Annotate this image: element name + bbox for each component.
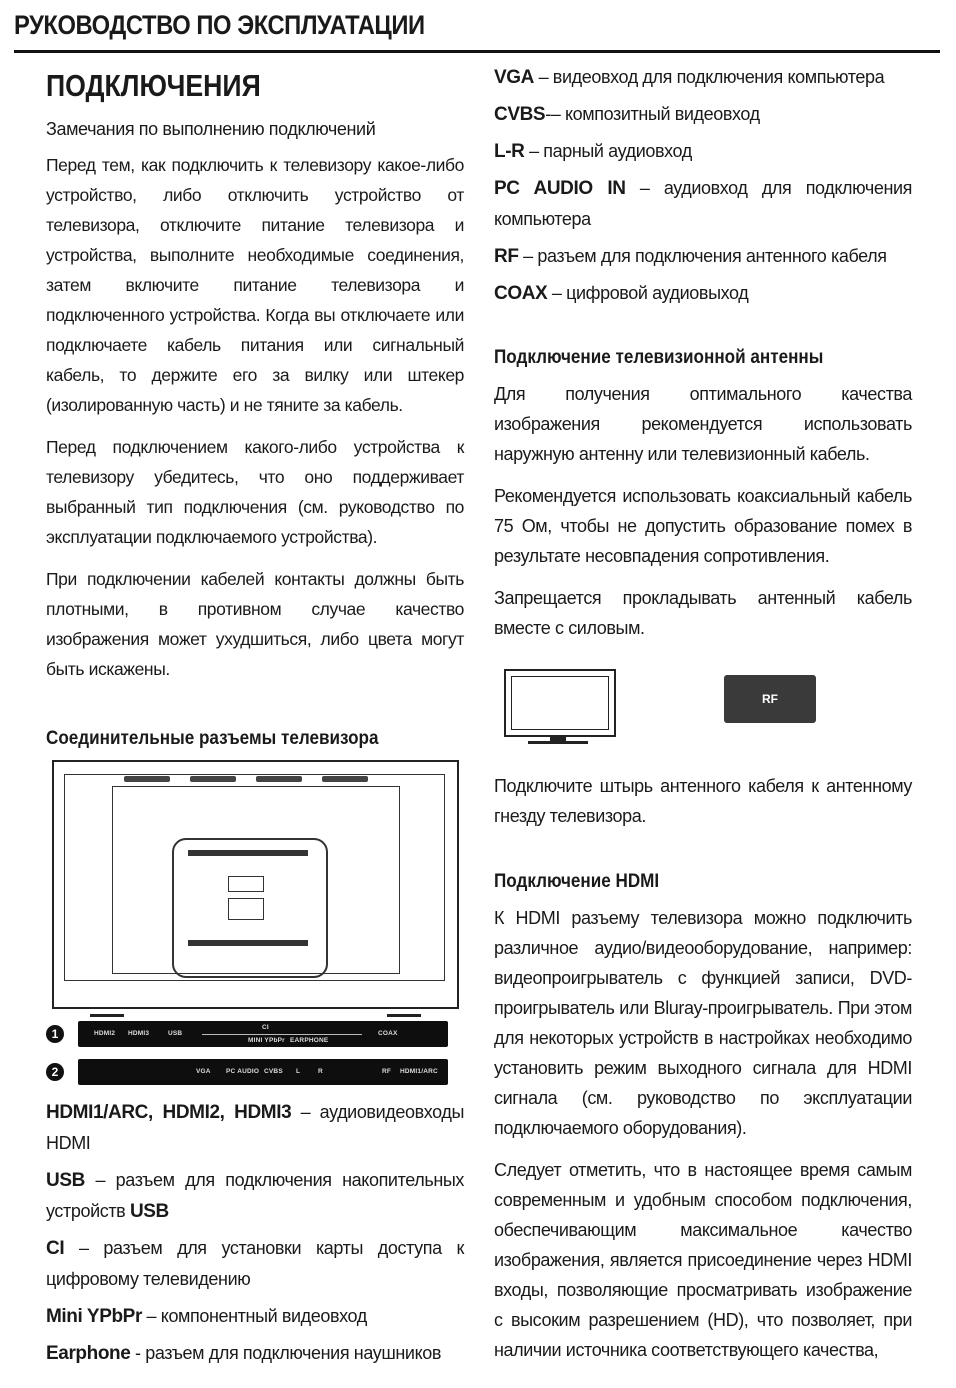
hdmi-paragraph-2: Следует отметить, что в настоящее время самым современным и удобным способом подключения, обеспечивающим максимальное качество изображения, является присоединение через HDMI входы, позволяющие просматривать изображение с высоким разрешением (HD), что позволяет, при наличии источника соответствующего качества, [494,1160,912,1360]
intro-heading: Замечания по выполнению подключений [46,119,376,139]
tv-stand-right [387,1004,421,1017]
page-header-title: РУКОВОДСТВО ПО ЭКСПЛУАТАЦИИ [14,10,425,40]
port-label: L [296,1068,301,1075]
port-bar [78,1059,448,1085]
antenna-paragraph-3: Запрещается прокладывать антенный кабель вместе с силовым. [494,588,912,638]
panel-block [228,898,264,920]
definition-rf [494,241,912,272]
definition-cvbs [494,99,912,130]
antenna-heading: Подключение телевизионной антенны [494,347,824,368]
definition-earphone [46,1338,464,1369]
definition-desc: – парный аудиовход [524,141,692,161]
panel-hatch [188,940,308,946]
port-label: RF [382,1068,392,1075]
tv-screen [511,676,609,730]
tv-stand-left [90,1004,124,1017]
definition-hdmi [46,1097,464,1159]
definition-desc: – аудиовход для подключения компьютера [494,178,912,229]
definition-term: RF [494,246,519,267]
header-rule [14,50,940,53]
definition-desc: – видеовход для подключения компьютера [533,67,885,87]
definition-desc: – аудиовидеовходы HDMI [46,1102,464,1153]
paragraph-3: При подключении кабелей контакты должны быть плотными, в противном случае качество изображения может ухудшиться, либо цвета могут быть искажены. [46,569,464,679]
port-label: MINI YPbPr [248,1037,285,1044]
paragraph-2: Перед подключением какого-либо устройства к телевизору убедитесь, что оно поддерживает выбранный тип подключения (см. руководство по эксплуатации подключаемого устройства). [46,437,464,547]
connector-panel [172,838,328,978]
panel-hatch [188,850,308,856]
right-column [494,62,912,1377]
definition-term: CVBS [494,104,546,125]
tv-icon [504,669,616,737]
definition-pc-audio [494,173,912,235]
definition-coax [494,278,912,309]
vent-slot [322,776,368,782]
definition-term: USB [46,1170,85,1191]
port-label: HDMI1/ARC [400,1068,438,1075]
definition-desc: – разъем для подключения антенного кабеля [518,246,887,266]
antenna-paragraph-1: Для получения оптимального качества изображения рекомендуется использовать наружную антенну или телевизионный кабель. [494,384,912,464]
port-label: VGA [196,1068,211,1075]
definition-desc: – компонентный видеовход [141,1306,367,1326]
vent-slot [256,776,302,782]
definition-desc: – разъем для подключения накопительных устройств [46,1170,464,1221]
port-label: CI [262,1024,269,1031]
vent-slot [124,776,170,782]
panel-block [228,876,264,892]
definition-vga [494,62,912,93]
port-label: EARPHONE [290,1037,329,1044]
port-label: HDMI3 [128,1030,150,1037]
port-bar [78,1021,448,1047]
definition-desc: – цифровой аудиовыход [547,283,749,303]
port-strip-1 [46,1021,464,1047]
port-strip-2 [46,1059,464,1085]
paragraph-1: Перед тем, как подключить к телевизору какое-либо устройство, либо отключить устройство от телевизора, отключите питание телевизора и устройства, выполните необходимые соединения, затем включите питание телевизора и подключенного устройства. Когда вы отключаете или подключаете кабель питания или сигнальный кабель, то держите его за вилку или штекер (изолированную часть) и не тяните за кабель. [46,155,464,415]
definition-term: Mini YPbPr [46,1306,142,1327]
definition-term: USB [129,1201,169,1222]
definition-term: VGA [494,67,534,88]
definition-term: HDMI1/ARC, HDMI2, HDMI3 [46,1102,292,1123]
hdmi-heading: Подключение HDMI [494,871,660,892]
port-divider-line [202,1034,362,1035]
section-title: ПОДКЛЮЧЕНИЯ [46,68,261,103]
antenna-paragraph-2: Рекомендуется использовать коаксиальный кабель 75 Ом, чтобы не допустить образование помех в результате несовпадения сопротивления. [494,486,912,566]
vent-slot [190,776,236,782]
definition-term: PC AUDIO IN [494,178,626,199]
definition-term: CI [46,1238,65,1259]
hdmi-paragraph-1: К HDMI разъему телевизора можно подключить различное аудио/видеооборудование, например: видеопроигрыватель с функцией записи, DVD-проигрыватель или Bluray-проигрыватель. При этом для некоторых устройств в настройках необходимо установить режим выходного сигнала для HDMI сигнала (см. руководство по эксплуатации подключаемого оборудования). [494,908,912,1138]
definition-usb [46,1165,464,1227]
definition-desc: – разъем для установки карты доступа к цифровому телевидению [46,1238,464,1289]
definition-desc: - разъем для подключения наушников [130,1343,442,1363]
port-label: CVBS [264,1068,283,1075]
definition-term: Earphone [46,1343,131,1364]
definition-ci [46,1233,464,1295]
left-column [46,62,464,1375]
port-label: HDMI2 [94,1030,116,1037]
definition-desc: -– композитный видеовход [545,104,760,124]
definition-l-r [494,136,912,167]
antenna-note: Подключите штырь антенного кабеля к антенному гнезду телевизора. [494,776,912,826]
definition-term: L-R [494,141,525,162]
strip-number: 1 [46,1025,64,1043]
definition-term: COAX [494,283,548,304]
antenna-figure [494,669,912,761]
connectors-heading: Соединительные разъемы телевизора [46,728,379,749]
port-label: COAX [378,1030,398,1037]
port-label: PC AUDIO [226,1068,260,1075]
rf-connector-box: RF [724,675,816,723]
tv-base [528,741,588,744]
strip-number: 2 [46,1063,64,1081]
definition-mini-ypbpr [46,1301,464,1332]
tv-back-diagram [52,760,459,1009]
port-label: USB [168,1030,183,1037]
port-label: R [318,1068,323,1075]
